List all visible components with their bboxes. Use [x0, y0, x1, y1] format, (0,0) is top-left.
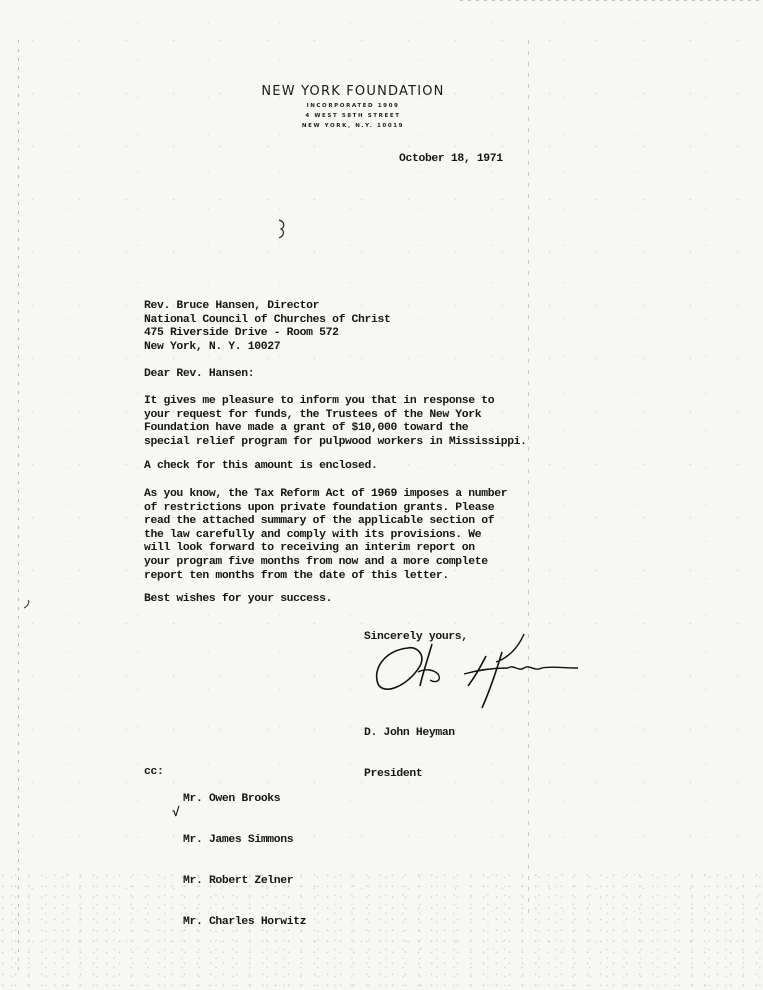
recipient-address — [144, 300, 390, 354]
signer-title: President — [364, 767, 423, 780]
cc-list — [183, 766, 306, 943]
body-paragraph-2: A check for this amount is enclosed. — [144, 460, 378, 472]
cc-recipient: Mr. James Simmons — [183, 833, 294, 846]
letterhead-street: 4 WEST 58TH STREET — [305, 113, 401, 119]
address-line: Rev. Bruce Hansen, Director — [144, 300, 320, 312]
signer-block — [364, 700, 455, 795]
valediction: Sincerely yours, — [364, 631, 468, 643]
letterhead — [230, 84, 476, 131]
letterhead-org-name: NEW YORK FOUNDATION — [261, 84, 445, 99]
letter-date: October 18, 1971 — [399, 153, 503, 165]
scan-edge-top — [460, 0, 763, 1]
address-line: National Council of Churches of Christ — [144, 313, 391, 326]
scan-edge-right — [528, 40, 529, 920]
address-line: 475 Riverside Drive - Room 572 — [144, 327, 339, 340]
closing-wish: Best wishes for your success. — [144, 593, 333, 605]
stray-pen-mark — [276, 218, 288, 240]
cc-recipient: Mr. Owen Brooks — [183, 793, 281, 806]
body-paragraph-1: It gives me pleasure to inform you that in response to your request for funds, the Trustees of the New York Foundation have made a grant of $10,000 toward the special relief program for pulpwood workers in Mississippi. — [144, 395, 527, 448]
cc-recipient: Mr. Charles Horwitz — [183, 915, 307, 928]
check-mark: √ — [172, 805, 180, 820]
salutation: Dear Rev. Hansen: — [144, 368, 255, 380]
letterhead-incorporated: INCORPORATED 1909 — [306, 103, 400, 109]
letterhead-city: NEW YORK, N.Y. 10019 — [301, 123, 405, 129]
scan-edge-left — [18, 40, 19, 970]
body-paragraph-3: As you know, the Tax Reform Act of 1969 imposes a number of restrictions upon private foundation grants. Please read the attached summary of the applicable section of the law carefully and comply with its provisions. We will look forward to receiving an interim report on your program five months from now and a more complete report ten months from the date of this letter. — [144, 488, 508, 582]
address-line: New York, N. Y. 10027 — [144, 340, 281, 353]
cc-recipient: Mr. Robert Zelner — [183, 874, 294, 887]
scan-bottom-noise — [0, 872, 763, 990]
signer-name: D. John Heyman — [364, 727, 455, 740]
cc-label: cc: — [144, 766, 164, 778]
margin-mark — [22, 598, 32, 610]
